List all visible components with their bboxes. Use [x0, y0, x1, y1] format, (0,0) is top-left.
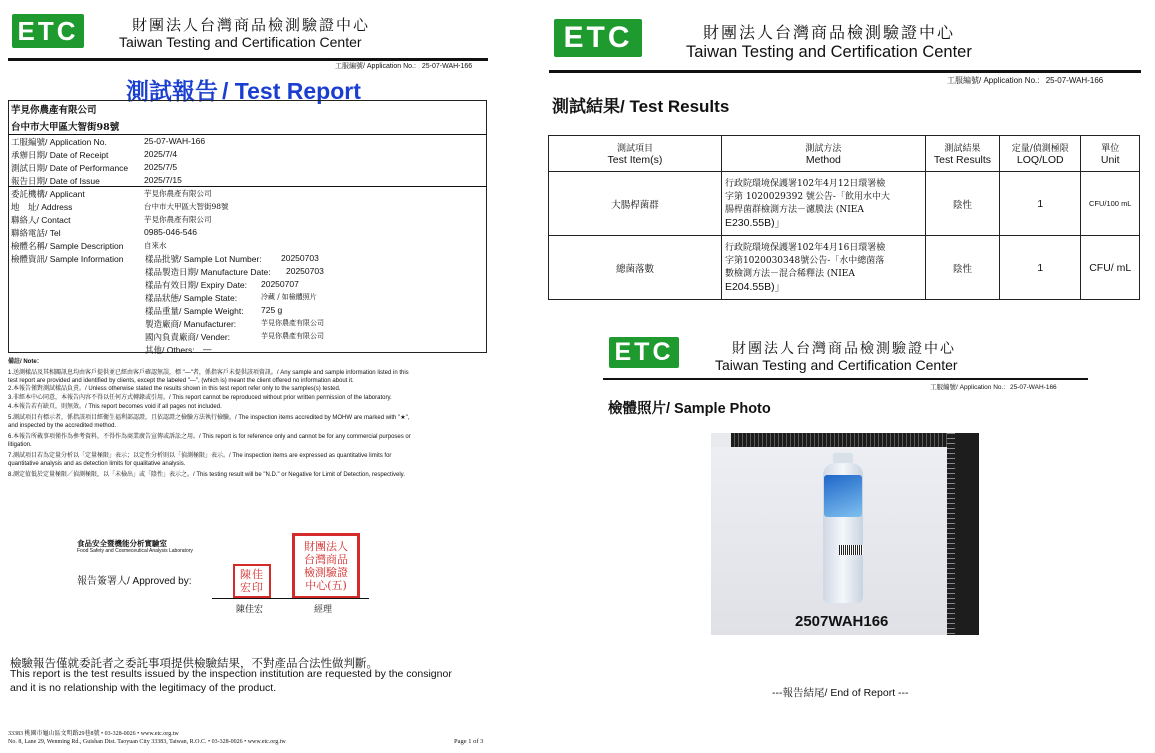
org-name-zh: 財團法人台灣商品檢測驗證中心 — [732, 341, 956, 357]
org-name-en: Taiwan Testing and Certification Center — [686, 43, 972, 61]
application-no-label: 工服編號/ Application No.: — [947, 76, 1040, 85]
organization-seal — [292, 533, 360, 599]
loq-cell: 1 — [1000, 172, 1081, 236]
lab-name-en: Food Safety and Cosmeceutical Analysis Laboratory — [77, 548, 193, 554]
info-label-application: 工服編號/ Application No. — [11, 137, 107, 147]
approved-by-label: 報告簽署人/ Approved by: — [77, 576, 192, 587]
application-no-value: 25-07-WAH-166 — [1045, 76, 1104, 85]
bottle-barcode — [839, 545, 863, 555]
method-line: E204.55B)」 — [724, 280, 786, 293]
application-no-label: 工服編號/ Application No.: — [335, 63, 416, 70]
header-en: Test Results — [933, 154, 992, 166]
method-cell — [721, 236, 925, 300]
address-label: 地 址/ Address — [11, 202, 73, 212]
unit-cell: CFU/100 mL — [1081, 172, 1140, 236]
signatory-title: 經理 — [314, 605, 333, 615]
header-zh: 測試結果 — [944, 144, 981, 154]
footer-address-en: No. 8, Lane 29, Wenming Rd., Guishan Dist. Taoyuan City 33383, Taiwan, R.O.C. • 03-328-0026 • www.etc.org.tw — [8, 739, 286, 745]
sample-state-value: 冷藏 / 如檢體照片 — [261, 293, 317, 301]
vender-value: 芋見你農產有限公司 — [261, 332, 324, 340]
method-line: 字第1020030348號公告-「水中總菌落 — [724, 255, 885, 266]
method-line: 行政院環境保護署102年4月12日環署檢 — [724, 178, 886, 189]
disclaimer-en-line1: This report is the test results issued by the inspection institution are requested by the consignor — [10, 668, 452, 680]
sample-lot-value: 20250703 — [281, 253, 319, 263]
org-name-en: Taiwan Testing and Certification Center — [715, 357, 958, 373]
table-row — [549, 236, 1140, 300]
sample-description-label: 檢體名稱/ Sample Description — [11, 241, 124, 251]
header-en: Unit — [1100, 154, 1120, 166]
test-item-cell: 大腸桿菌群 — [549, 172, 722, 236]
note-5b: and inspected by the accredited method. — [8, 423, 117, 429]
result-cell: 陰性 — [925, 172, 999, 236]
footer-address-zh: 33383 桃園市龜山區文明路29巷8號 • 03-328-0026 • www.etc.org.tw — [8, 731, 179, 737]
seal-glyphs: 財團法人 台灣商品 檢測驗證 中心(五) — [304, 540, 348, 592]
info-value-receipt: 2025/7/4 — [144, 149, 178, 159]
header-zh: 定量/偵測極限 — [1011, 144, 1069, 154]
applicant-value: 芋見你農產有限公司 — [144, 189, 212, 198]
application-no — [335, 61, 472, 71]
report-title-zh: 測試報告 — [126, 78, 218, 105]
sample-information-label: 檢體資訊/ Sample Information — [11, 254, 124, 264]
note-5a: 5.測試項目有標示者，係指該項目經衛生福利部認證，且依認證之檢驗方法執行檢驗。/ The inspection items accredited by MOHW are marked with "★", — [8, 415, 410, 421]
logo-text: ETC — [614, 338, 674, 366]
sample-description-value: 自來水 — [144, 241, 167, 250]
header-rule — [549, 70, 1141, 73]
header-en: Test Item(s) — [607, 154, 663, 166]
others-value: — — [203, 344, 212, 354]
tel-value: 0985-046-546 — [144, 227, 197, 237]
client-name: 芋見你農產有限公司 — [11, 105, 97, 116]
table-row — [549, 172, 1140, 236]
etc-logo — [12, 14, 84, 48]
application-no-value: 25-07-WAH-166 — [421, 63, 473, 70]
application-no-value: 25-07-WAH-166 — [1009, 384, 1057, 391]
lab-name-zh: 食品安全暨機能分析實驗室 — [77, 539, 167, 548]
loq-cell: 1 — [1000, 236, 1081, 300]
info-value-performance: 2025/7/5 — [144, 162, 178, 172]
contact-value: 芋見你農產有限公司 — [144, 215, 212, 224]
stamp-signature-glyphs: 陳佳 宏印 — [240, 568, 264, 594]
logo-text: ETC — [563, 21, 633, 54]
results-title: 測試結果/ Test Results — [552, 97, 730, 116]
manufacture-date-label: 樣品製造日期/ Manufacture Date: — [145, 267, 271, 277]
sample-weight-label: 樣品重量/ Sample Weight: — [145, 306, 244, 316]
manufacturer-label: 製造廠商/ Manufacturer: — [145, 319, 237, 329]
application-no — [930, 382, 1057, 391]
method-line: 字第 1020029392 號公告-「飲用水中大 — [724, 191, 890, 202]
end-of-report: ---報告結尾/ End of Report --- — [772, 687, 909, 699]
contact-label: 聯絡人/ Contact — [11, 215, 71, 225]
org-name-zh: 財團法人台灣商品檢測驗證中心 — [132, 16, 371, 34]
note-7a: 7.測試項目若為定量分析以「定量極限」表示；以定性分析則以「偵測極限」表示。/ The inspection items are expressed as quantitative limits for — [8, 453, 392, 459]
method-line: E230.55B)」 — [724, 216, 786, 229]
client-address: 台中市大甲區大智街98號 — [11, 122, 120, 133]
results-table — [548, 135, 1140, 300]
applicant-label: 委託機構/ Applicant — [11, 189, 85, 199]
header-zh: 測試項目 — [616, 144, 653, 154]
method-cell — [721, 172, 925, 236]
info-label-performance: 測試日期/ Date of Performance — [11, 163, 129, 173]
method-line: 行政院環境保護署102年4月16日環署檢 — [724, 242, 886, 253]
vender-label: 國內負責廠商/ Vender: — [145, 332, 231, 342]
note-4: 4.本報告若有缺頁，則無效。/ This report becomes void if all pages not included. — [8, 404, 222, 410]
address-value: 台中市大甲區大智街98號 — [144, 202, 229, 211]
logo-text: ETC — [17, 15, 79, 46]
disclaimer-en-line2: and it is no relationship with the legitimacy of the product. — [10, 682, 277, 694]
note-label: 備註/ Note： — [8, 359, 43, 365]
expiry-date-value: 20250707 — [261, 279, 299, 289]
info-value-issue: 2025/7/15 — [144, 175, 182, 185]
method-line: 數檢測方法－混合稀釋法 (NIEA — [724, 268, 855, 279]
note-7b: quantitative analysis and as detection limits for qualitative analysis. — [8, 461, 186, 467]
header-unit — [1081, 136, 1140, 172]
note-3: 3.非經本中心同意，本報告內容不得以任何方式轉錄或引用。/ This report cannot be reproduced without prior written permission of the laboratory. — [8, 395, 392, 401]
info-label-issue: 報告日期/ Date of Issue — [11, 176, 100, 186]
expiry-date-label: 樣品有效日期/ Expiry Date: — [145, 280, 248, 290]
note-6a: 6.本報告所載事項僅作為參考資料，不得作為商業廣告宣傳或訴訟之用。/ This report is for reference only and cannot be for any commercial purposes or — [8, 434, 411, 440]
sample-lot-label: 樣品批號/ Sample Lot Number: — [145, 254, 262, 264]
bottle-cap — [833, 453, 853, 463]
etc-logo — [554, 19, 642, 57]
unit-cell: CFU/ mL — [1081, 236, 1140, 300]
signature-line — [212, 598, 369, 599]
tel-label: 聯絡電話/ Tel — [11, 228, 61, 238]
header-test-results — [925, 136, 999, 172]
bottle-label — [824, 475, 862, 517]
note-8: 8.測定值低於定量極限／偵測極限，以「未檢出」或「陰性」表示之。/ This testing result will be "N.D." or Negative for Limit of Detection, respectively. — [8, 472, 405, 478]
note-1b: test report are provided and identified by clients, except the labeled "—", (which is) meant the client offered no information about it. — [8, 378, 354, 384]
test-item-cell: 總菌落數 — [549, 236, 722, 300]
sample-weight-value: 725 g — [261, 305, 283, 315]
info-value-application: 25-07-WAH-166 — [144, 136, 206, 146]
header-zh: 單位 — [1101, 144, 1120, 154]
result-cell: 陰性 — [925, 236, 999, 300]
note-6b: litigation. — [8, 442, 32, 448]
photo-ruler-top — [731, 433, 979, 447]
photo-ruler-ticks — [947, 433, 955, 635]
disclaimer-zh: 檢驗報告僅就委託者之委託事項提供檢驗結果，不對產品合法性做判斷。 — [10, 656, 378, 670]
photo-title: 檢體照片/ Sample Photo — [608, 401, 771, 417]
photo-caption: 2507WAH166 — [795, 613, 889, 630]
header-rule — [603, 378, 1088, 380]
results-header-row — [549, 136, 1140, 172]
note-1a: 1.送測樣品及其相關訊息均由客戶提供並已經由客戶確認無誤，標 "—"者，係指客戶未提供該項資訊。/ Any sample and sample information listed in this — [8, 370, 409, 376]
info-label-receipt: 承辦日期/ Date of Receipt — [11, 150, 109, 160]
sample-photo — [711, 433, 979, 635]
signature-stamp — [233, 564, 271, 598]
signatory-name: 陳佳宏 — [236, 605, 264, 615]
divider — [8, 134, 487, 135]
others-label: 其他/ Others: — [145, 345, 195, 355]
org-name-en: Taiwan Testing and Certification Center — [119, 34, 362, 50]
header-en: Method — [805, 154, 841, 166]
header-method — [721, 136, 925, 172]
application-no-label: 工服編號/ Application No.: — [930, 384, 1006, 391]
application-no — [947, 75, 1103, 86]
etc-logo — [609, 337, 679, 368]
manufacture-date-value: 20250703 — [286, 266, 324, 276]
report-title-en: / Test Report — [222, 78, 361, 104]
header-zh: 測試方法 — [805, 144, 842, 154]
header-en: LOQ/LOD — [1016, 154, 1064, 166]
sample-state-label: 樣品狀態/ Sample State: — [145, 293, 238, 303]
note-2: 2.本報告僅對測試樣品負責。/ Unless otherwise stated the results shown in this test report refer only to the samples(s) tested. — [8, 386, 341, 392]
method-line: 腸桿菌群檢測方法－濾膜法 (NIEA — [724, 204, 864, 215]
header-test-item — [549, 136, 722, 172]
manufacturer-value: 芋見你農產有限公司 — [261, 319, 324, 327]
page-number: Page 1 of 3 — [454, 738, 484, 745]
org-name-zh: 財團法人台灣商品檢測驗證中心 — [703, 23, 956, 42]
header-loq-lod — [1000, 136, 1081, 172]
